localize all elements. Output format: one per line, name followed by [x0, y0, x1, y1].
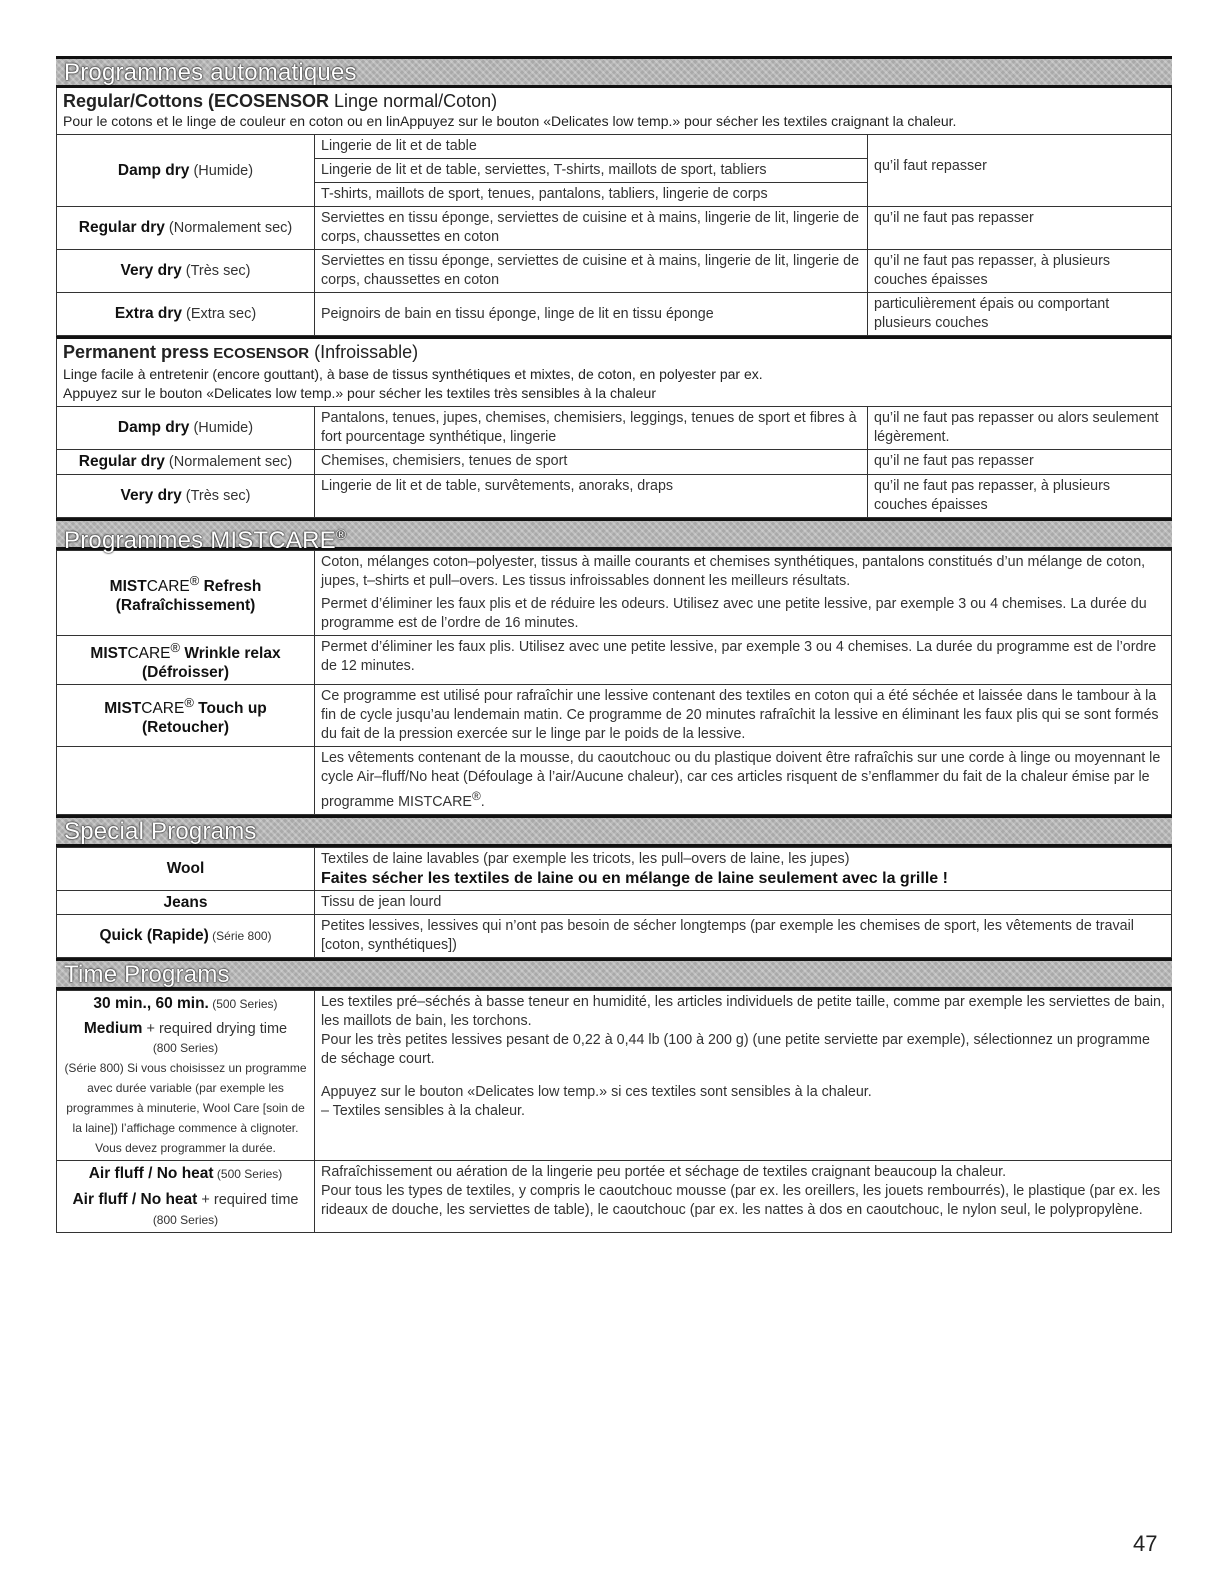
- row-text: Tissu de jean lourd: [315, 890, 1172, 914]
- permanent-title-bold: Permanent press: [63, 342, 210, 362]
- table-row: [57, 450, 1172, 475]
- document-page: [56, 56, 1172, 1233]
- row-note: qu’il ne faut pas repasser ou alors seulement légèrement.: [868, 407, 1172, 450]
- permanent-title-rest: (Infroissable): [309, 342, 419, 362]
- section-header-mistcare: [56, 518, 1172, 554]
- row-text: Lingerie de lit et de table, survêtements, anoraks, draps: [315, 475, 868, 518]
- mistcare-table: [56, 550, 1172, 815]
- row-text: Pantalons, tenues, jupes, chemises, chemisiers, leggings, tenues de sport et fibres à fort pourcentage synthétique, lingerie: [315, 407, 868, 450]
- row-label: Regular dry (Normalement sec): [57, 450, 315, 475]
- regular-title-bold: Regular/Cottons: [63, 91, 204, 111]
- table-row: [57, 747, 1172, 815]
- section-title-auto: Programmes automatiques: [64, 59, 357, 86]
- row-label: Regular dry (Normalement sec): [57, 207, 315, 250]
- table-row: [57, 636, 1172, 685]
- row-label: Wool: [57, 847, 315, 890]
- row-label: 30 min., 60 min. (500 Series) Medium + required drying time (800 Series) (Série 800) Si vous choisissez un programme avec durée variable (par exemple les programmes à minuterie, Wool Care [soin de la laine]) l’affichage commence à clignoter. Vous devez programmer la durée.: [57, 990, 315, 1160]
- row-label: MISTCARE® Wrinkle relax (Défroisser): [57, 636, 315, 685]
- row-label: Quick (Rapide) (Série 800): [57, 914, 315, 957]
- row-note: qu’il ne faut pas repasser, à plusieurs couches épaisses: [868, 250, 1172, 293]
- regular-cottons-heading: [63, 90, 1165, 112]
- table-row: [57, 207, 1172, 250]
- table-row: [57, 990, 1172, 1160]
- special-table: [56, 847, 1172, 958]
- section-title-time: Time Programs: [64, 960, 230, 988]
- row-note: qu’il ne faut pas repasser: [868, 207, 1172, 250]
- row-text: Textiles de laine lavables (par exemple les tricots, les pull–overs de laine, les jupes) Faites sécher les textiles de laine ou en mélange de laine seulement avec la grille !: [315, 847, 1172, 890]
- table-row: [57, 551, 1172, 636]
- permanent-title-ecosensor: ECOSENSOR: [209, 345, 310, 362]
- section-title-mistcare: Programmes MISTCARE: [64, 527, 336, 554]
- section-header-time: [56, 958, 1172, 990]
- row-text: Chemises, chemisiers, tenues de sport: [315, 450, 868, 475]
- row-label: Damp dry (Humide): [57, 135, 315, 207]
- row-label: Air fluff / No heat (500 Series) Air fluff / No heat + required time (800 Series): [57, 1160, 315, 1232]
- permanent-desc-1: Linge facile à entretenir (encore gouttant), à base de tissus synthétiques et mixtes, de coton, en polyester par ex.: [63, 366, 763, 382]
- row-text: Lingerie de lit et de table, serviettes, T-shirts, maillots de sport, tabliers: [315, 159, 868, 183]
- table-row: [57, 1160, 1172, 1232]
- row-text: Les textiles pré–séchés à basse teneur en humidité, les articles individuels de petite taille, comme par exemple les serviettes de bain, les maillots de bain, les torchons. Pour les très petites lessives pesant de 0,22 à 0,44 lb (100 à 200 g) (une petite serviette par exemple), sélectionnez un programme de séchage court. Appuyez sur le bouton «Delicates low temp.» si ces textiles sont sensibles à la chaleur. – Textiles sensibles à la chaleur.: [315, 990, 1172, 1160]
- row-label-empty: [57, 747, 315, 815]
- table-row: [57, 250, 1172, 293]
- table-row: [57, 407, 1172, 450]
- row-label: MISTCARE® Refresh (Rafraîchissement): [57, 551, 315, 636]
- time-series-note: (Série 800) Si vous choisissez un programme avec durée variable (par exemple les programmes à minuterie, Wool Care [soin de la laine]) l’affichage commence à clignoter. Vous devez programmer la durée.: [64, 1060, 307, 1155]
- regular-cottons-intro: [56, 88, 1172, 134]
- row-text: Ce programme est utilisé pour rafraîchir une lessive contenant des textiles en coton qui a été séchée et laissée dans le tambour à la fin de cycle jusqu’au lendemain matin. Ce programme de 20 minutes rafraîchit la lessive en éliminant les faux plis qui se sont formés du fait de la pression exercée sur le linge par le poids de la lessive.: [315, 685, 1172, 747]
- row-label: Extra dry (Extra sec): [57, 293, 315, 336]
- row-label: Very dry (Très sec): [57, 250, 315, 293]
- row-text: Serviettes en tissu éponge, serviettes de cuisine et à mains, lingerie de lit, lingerie de corps, chaussettes en coton: [315, 250, 868, 293]
- row-note: particulièrement épais ou comportant plusieurs couches: [868, 293, 1172, 336]
- permanent-press-table: [56, 406, 1172, 518]
- row-label: MISTCARE® Touch up (Retoucher): [57, 685, 315, 747]
- table-row: [57, 914, 1172, 957]
- regular-title-rest: Linge normal/Coton): [329, 91, 498, 111]
- row-text: Peignoirs de bain en tissu éponge, linge de lit en tissu éponge: [315, 293, 868, 336]
- regular-cottons-table: [56, 134, 1172, 336]
- table-row: [57, 890, 1172, 914]
- row-text: Rafraîchissement ou aération de la lingerie peu portée et séchage de textiles craignant beaucoup la chaleur. Pour tous les types de textiles, y compris le caoutchouc mousse (par ex. les oreillers, les jouets rembourrés), le plastique (par ex. les rideaux de douche, les serviettes de table), le caoutchouc (par ex. les nattes à dos en caoutchouc, le nylon seul, le polypropylène.: [315, 1160, 1172, 1232]
- row-label: Very dry (Très sec): [57, 475, 315, 518]
- row-note: qu’il faut repasser: [868, 135, 1172, 207]
- regular-title-ecosensor: (ECOSENSOR: [203, 91, 330, 111]
- table-row: [57, 847, 1172, 890]
- permanent-desc-2: Appuyez sur le bouton «Delicates low temp.» pour sécher les textiles très sensibles à la chaleur: [63, 385, 656, 401]
- registered-mark: ®: [335, 526, 347, 542]
- row-text: Lingerie de lit et de table: [315, 135, 868, 159]
- table-row: [57, 135, 1172, 159]
- section-title-special: Special Programs: [64, 817, 257, 845]
- permanent-press-heading: [63, 341, 1165, 365]
- time-table: [56, 990, 1172, 1233]
- page-number: 47: [1133, 1531, 1158, 1556]
- row-text: Serviettes en tissu éponge, serviettes de cuisine et à mains, lingerie de lit, lingerie de corps, chaussettes en coton: [315, 207, 868, 250]
- permanent-press-intro: [56, 336, 1172, 406]
- wool-warning: Faites sécher les textiles de laine ou en mélange de laine seulement avec la grille !: [321, 869, 948, 887]
- row-text: Les vêtements contenant de la mousse, du caoutchouc ou du plastique doivent être rafraîchis sur une corde à linge ou moyennant le cycle Air–fluff/No heat (Défoulage à l’air/Aucune chaleur), car ces articles risquent de s’enflammer du fait de la chaleur émise par le programme MISTCARE®.: [315, 747, 1172, 815]
- row-note: qu’il ne faut pas repasser: [868, 450, 1172, 475]
- table-row: [57, 475, 1172, 518]
- regular-cottons-desc: Pour le cotons et le linge de couleur en coton ou en linAppuyez sur le bouton «Delicates low temp.» pour sécher les textiles craignant la chaleur.: [63, 113, 957, 129]
- section-header-auto: [56, 56, 1172, 88]
- row-note: qu’il ne faut pas repasser, à plusieurs couches épaisses: [868, 475, 1172, 518]
- row-label: Jeans: [57, 890, 315, 914]
- table-row: [57, 685, 1172, 747]
- row-text: Coton, mélanges coton–polyester, tissus à maille courants et chemises synthétiques, pantalons constitués d’un mélange de coton, jupes, t–shirts et pull–overs. Les tissus infroissables donnent les meilleurs résultats. Permet d’éliminer les faux plis et de réduire les odeurs. Utilisez avec une petite lessive, par exemple 3 ou 4 chemises. La durée du programme est de l’ordre de 16 minutes.: [315, 551, 1172, 636]
- row-label: Damp dry (Humide): [57, 407, 315, 450]
- table-row: [57, 293, 1172, 336]
- row-text: T-shirts, maillots de sport, tenues, pantalons, tabliers, lingerie de corps: [315, 183, 868, 207]
- row-text: Permet d’éliminer les faux plis. Utilisez avec une petite lessive, par exemple 3 ou 4 chemises. La durée du programme est de l’ordre de 12 minutes.: [315, 636, 1172, 685]
- row-text: Petites lessives, lessives qui n’ont pas besoin de sécher longtemps (par exemple les chemises de sport, les vêtements de travail [coton, synthétiques]): [315, 914, 1172, 957]
- section-header-special: [56, 815, 1172, 847]
